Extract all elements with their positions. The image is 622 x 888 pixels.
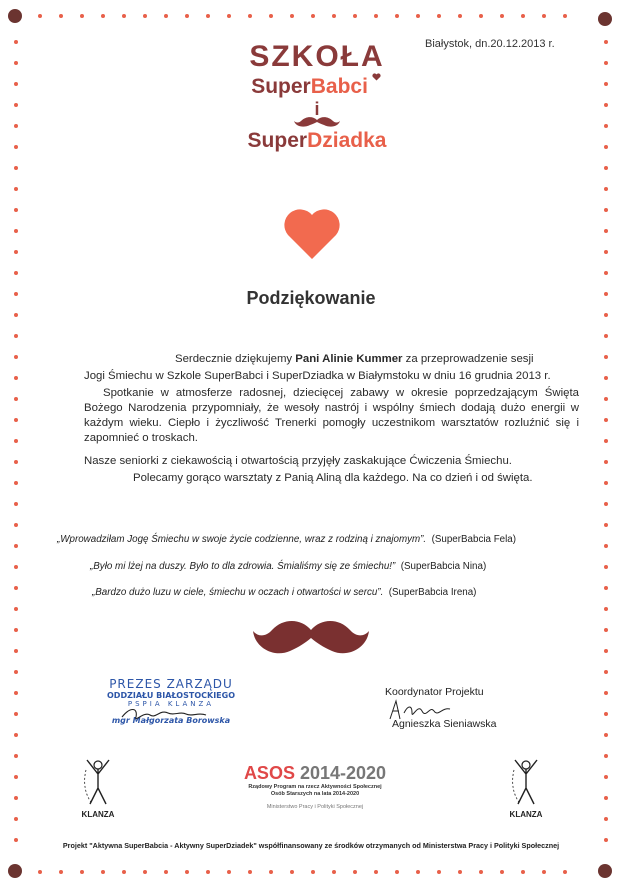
quote-1 [57, 534, 516, 545]
border-dot [311, 870, 315, 874]
border-dot [604, 502, 608, 506]
border-dot [374, 14, 378, 18]
border-dot [14, 124, 18, 128]
border-dot [604, 439, 608, 443]
border-dot [604, 355, 608, 359]
border-dot [332, 870, 336, 874]
border-dot [604, 691, 608, 695]
border-dot [248, 14, 252, 18]
border-dot [14, 607, 18, 611]
stamp-line-2: ODDZIAŁU BIAŁOSTOCKIEGO [107, 691, 235, 700]
small-heart-icon [372, 73, 381, 81]
asos-desc-1: Rządowy Program na rzecz Aktywności Społecznej [248, 784, 382, 790]
border-dot [14, 145, 18, 149]
border-dot [604, 775, 608, 779]
border-dot [269, 14, 273, 18]
logo-super-2: Super [247, 129, 308, 152]
border-dot [604, 229, 608, 233]
logo-super-1: Super [251, 75, 311, 98]
border-dot [14, 103, 18, 107]
border-dot [353, 870, 357, 874]
border-dot [14, 628, 18, 632]
logo-szkola: SZKOŁA [249, 40, 385, 73]
border-dot [206, 870, 210, 874]
footer-note: Projekt "Aktywna SuperBabcia - Aktywny SuperDziadek" współfinansowany ze środków otrzymanych od Ministerstwa Pracy i Polityki Społecznej [62, 841, 560, 850]
border-dot [122, 14, 126, 18]
border-dot [604, 271, 608, 275]
corner-dot-top-left [8, 9, 22, 23]
border-dot [311, 14, 315, 18]
school-logo [232, 40, 402, 154]
quote-3-text: „Bardzo dużo luzu w ciele, śmiechu w oczach i otwartości w sercu”. [92, 587, 384, 598]
border-dot [14, 733, 18, 737]
border-dot [604, 544, 608, 548]
border-dot [604, 628, 608, 632]
border-dot [14, 775, 18, 779]
border-dot [14, 355, 18, 359]
border-dot [604, 754, 608, 758]
border-dot [14, 250, 18, 254]
border-dot [604, 376, 608, 380]
border-dot [521, 870, 525, 874]
border-dot [604, 712, 608, 716]
border-dot [374, 870, 378, 874]
logo-babci: Babci [310, 75, 368, 98]
quote-1-author: (SuperBabcia Fela) [431, 534, 517, 545]
border-dot [38, 870, 42, 874]
border-dot [14, 376, 18, 380]
corner-dot-bottom-right [598, 864, 612, 878]
border-dot [604, 817, 608, 821]
border-dot [604, 397, 608, 401]
coordinator-name: Agnieszka Sieniawska [392, 718, 497, 730]
quote-3 [92, 587, 476, 598]
border-dot [604, 733, 608, 737]
border-dot [604, 523, 608, 527]
klanza-right-label: KLANZA [509, 810, 543, 819]
border-dot [604, 796, 608, 800]
klanza-logo-left [80, 758, 116, 819]
border-dot [604, 334, 608, 338]
logo-superdziadka [232, 128, 402, 154]
border-dot [290, 14, 294, 18]
border-dot [80, 14, 84, 18]
border-dot [14, 649, 18, 653]
border-dot [14, 565, 18, 569]
border-dot [437, 14, 441, 18]
border-dot [206, 14, 210, 18]
border-dot [290, 870, 294, 874]
border-dot [14, 313, 18, 317]
border-dot [164, 14, 168, 18]
border-dot [122, 870, 126, 874]
border-dot [563, 14, 567, 18]
border-dot [14, 418, 18, 422]
page-title: Podziękowanie [246, 288, 376, 308]
border-dot [604, 124, 608, 128]
corner-dot-bottom-left [8, 864, 22, 878]
border-dot [604, 61, 608, 65]
corner-dot-top-right [598, 12, 612, 26]
border-dot [604, 250, 608, 254]
border-dot [185, 14, 189, 18]
logo-superbabci [232, 74, 402, 100]
border-dot [353, 14, 357, 18]
border-dot [185, 870, 189, 874]
border-dot [227, 870, 231, 874]
body-paragraph-2: Spotkanie w atmosferze radosnej, dziecięcej zabawy w okresie poprzedzającym Święta Bożego Narodzenia przypomniały, że wesoły nastrój i wspólny śmiech dodają dużo energii w każdym wieku. Ciepło i życzliwość Trenerki pomogły uczestnikom warsztatów rozluźnić się i zapomnieć o troskach. [84, 387, 579, 444]
klanza-left-label: KLANZA [81, 810, 115, 819]
quote-1-text: „Wprowadziłam Jogę Śmiechu w swoje życie codzienne, wraz z rodziną i znajomym”. [57, 534, 427, 545]
border-dot [521, 14, 525, 18]
border-dot [604, 649, 608, 653]
border-dot [14, 61, 18, 65]
asos-ministry: Ministerstwo Pracy i Polityki Społecznej [266, 804, 364, 810]
border-dot [59, 14, 63, 18]
president-signature [120, 703, 210, 725]
asos-heading [235, 762, 395, 784]
border-dot [604, 208, 608, 212]
border-dot [101, 14, 105, 18]
body-line-2: Jogi Śmiechu w Szkole SuperBabci i SuperDziadka w Białymstoku w dniu 16 grudnia 2013 r. [84, 370, 551, 382]
klanza-figure-icon [511, 758, 541, 808]
border-dot [14, 271, 18, 275]
border-dot [395, 14, 399, 18]
border-dot [14, 208, 18, 212]
asos-desc-2: Osób Starszych na lata 2014-2020 [270, 791, 360, 797]
quote-2-author: (SuperBabcia Nina) [400, 561, 487, 572]
border-dot [604, 565, 608, 569]
border-dot [227, 14, 231, 18]
border-dot [14, 670, 18, 674]
border-dot [14, 817, 18, 821]
border-dot [479, 14, 483, 18]
border-dot [542, 14, 546, 18]
border-dot [479, 870, 483, 874]
border-dot [437, 870, 441, 874]
border-dot [14, 166, 18, 170]
asos-name: ASOS [243, 763, 295, 783]
asos-years: 2014-2020 [299, 763, 387, 783]
border-dot [416, 14, 420, 18]
border-dot [604, 607, 608, 611]
border-dot [604, 586, 608, 590]
document-date: Białystok, dn.20.12.2013 r. [425, 38, 555, 50]
border-dot [542, 870, 546, 874]
border-dot [14, 691, 18, 695]
border-dot [101, 870, 105, 874]
border-dot [395, 870, 399, 874]
coordinator-role: Koordynator Projektu [385, 686, 484, 698]
body-line-5: Polecamy gorąco warsztaty z Panią Aliną dla każdego. Na co dzień i od święta. [133, 472, 533, 484]
border-dot [80, 870, 84, 874]
quote-3-author: (SuperBabcia Irena) [388, 587, 477, 598]
logo-dziadka: Dziadka [307, 129, 387, 152]
stamp-line-1: PREZES ZARZĄDU [109, 677, 233, 691]
border-dot [14, 334, 18, 338]
border-dot [14, 502, 18, 506]
border-dot [604, 187, 608, 191]
body-line-1-end: za przeprowadzenie sesji [402, 353, 534, 365]
border-dot [563, 870, 567, 874]
border-dot [458, 870, 462, 874]
quote-2 [90, 561, 486, 572]
body-line-4: Nasze seniorki z ciekawością i otwartością przyjęły zaskakujące Ćwiczenia Śmiechu. [84, 455, 512, 467]
border-dot [14, 796, 18, 800]
border-dot [500, 870, 504, 874]
border-dot [458, 14, 462, 18]
border-dot [604, 145, 608, 149]
border-dot [500, 14, 504, 18]
border-dot [416, 870, 420, 874]
border-dot [604, 670, 608, 674]
border-dot [14, 481, 18, 485]
border-dot [604, 82, 608, 86]
klanza-figure-icon [83, 758, 113, 808]
stamp-line-4: mgr Małgorzata Borowska [111, 716, 231, 725]
body-line-1-start: Serdecznie dziękujemy [175, 353, 296, 365]
border-dot [164, 870, 168, 874]
border-dot [59, 870, 63, 874]
border-dot [14, 460, 18, 464]
body-line-1 [175, 352, 595, 367]
logo-and: i [314, 99, 320, 119]
border-dot [14, 544, 18, 548]
border-dot [14, 586, 18, 590]
recipient-name: Pani Alinie Kummer [295, 353, 403, 365]
border-dot [143, 870, 147, 874]
border-dot [269, 870, 273, 874]
quote-2-text: „Było mi lżej na duszy. Było to dla zdrowia. Śmialiśmy się ze śmiechu!” [90, 561, 396, 572]
asos-logo [235, 762, 395, 810]
border-dot [14, 439, 18, 443]
border-dot [604, 40, 608, 44]
border-dot [143, 14, 147, 18]
large-heart-icon [283, 205, 341, 261]
border-dot [604, 313, 608, 317]
border-dot [14, 187, 18, 191]
border-dot [38, 14, 42, 18]
border-dot [14, 712, 18, 716]
klanza-logo-right [508, 758, 544, 819]
border-dot [604, 103, 608, 107]
border-dot [604, 418, 608, 422]
border-dot [14, 397, 18, 401]
border-dot [248, 870, 252, 874]
border-dot [14, 754, 18, 758]
border-dot [604, 166, 608, 170]
large-mustache-icon [252, 618, 370, 658]
border-dot [604, 460, 608, 464]
border-dot [14, 40, 18, 44]
border-dot [14, 523, 18, 527]
border-dot [332, 14, 336, 18]
border-dot [14, 82, 18, 86]
border-dot [14, 229, 18, 233]
stamp-line-3: PSPIA KLANZA [127, 700, 215, 708]
